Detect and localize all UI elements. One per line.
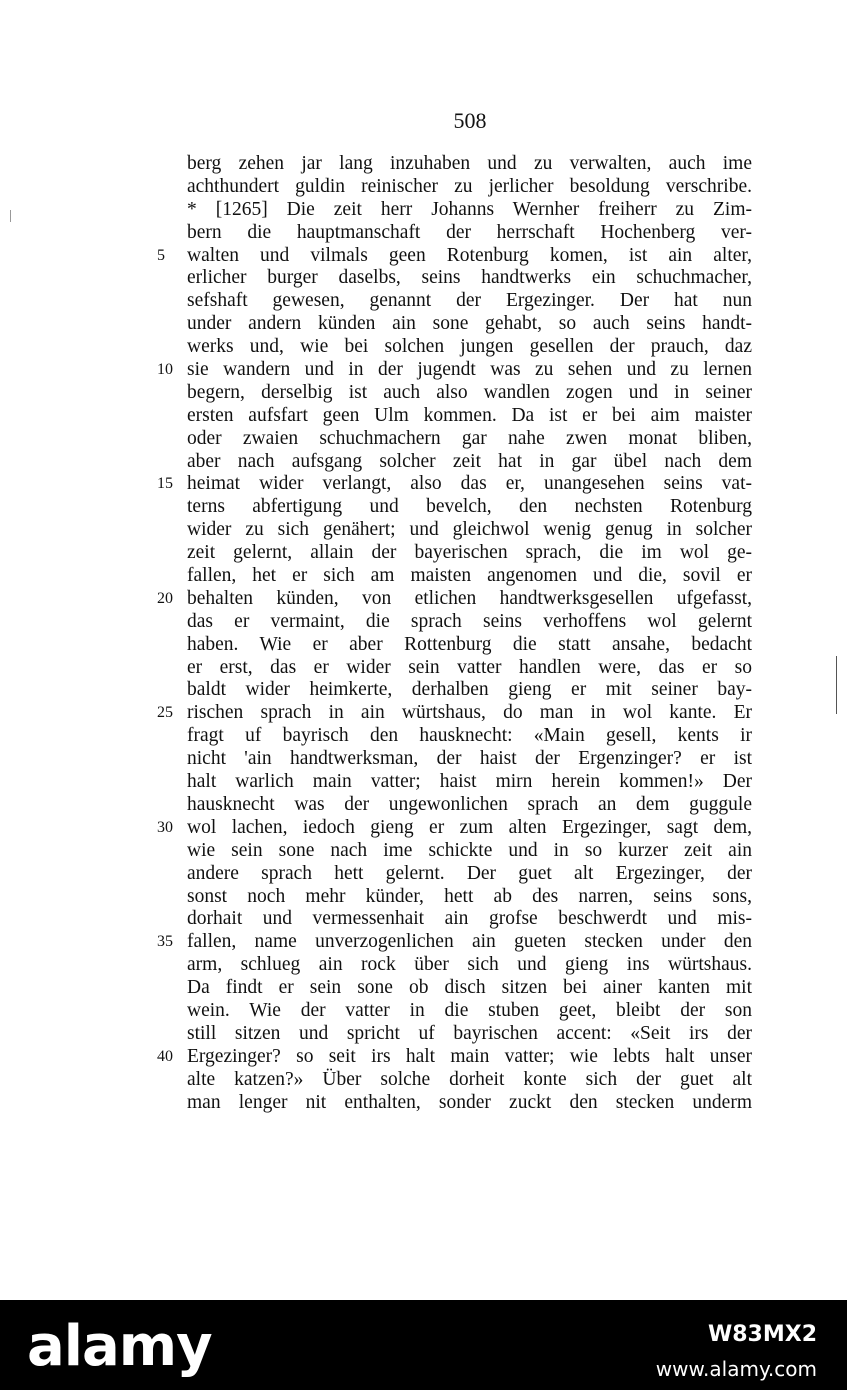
text-line	[187, 954, 752, 977]
line-text: werks und, wie bei solchen jungen gesellen der prauch, daz	[187, 336, 752, 358]
text-line	[187, 1069, 752, 1092]
alamy-logo: alamy	[27, 1314, 212, 1379]
watermark-info	[656, 1322, 817, 1381]
line-number: 35	[157, 933, 173, 951]
text-line	[187, 1092, 752, 1115]
text-line	[187, 267, 752, 290]
text-line	[187, 382, 752, 405]
line-text: man lenger nit enthalten, sonder zuckt den stecken underm	[187, 1091, 752, 1113]
text-line	[187, 634, 752, 657]
page-number: 508	[453, 108, 487, 133]
text-line	[157, 702, 752, 725]
line-text: still sitzen und spricht uf bayrischen accent: «Seit irs der	[187, 1022, 752, 1044]
line-text: arm, schlueg ain rock über sich und gieng ins würtshaus.	[187, 954, 752, 976]
line-text: nicht 'ain handtwerksman, der haist der Ergenzinger? er ist	[187, 748, 752, 770]
line-text: fragt uf bayrisch den hausknecht: «Main gesell, kents ir	[187, 725, 752, 747]
text-line	[187, 611, 752, 634]
line-text: berg zehen jar lang inzuhaben und zu verwalten, auch ime	[187, 153, 752, 174]
line-text: fallen, het er sich am maisten angenomen und die, sovil er	[187, 565, 752, 587]
line-text: alte katzen?» Über solche dorheit konte sich der guet alt	[187, 1068, 752, 1090]
text-line	[187, 565, 752, 588]
line-number: 15	[157, 475, 173, 493]
line-text: heimat wider verlangt, also das er, unangesehen seins vat-	[187, 473, 752, 495]
text-line	[187, 290, 752, 313]
line-text: dorhait und vermessenhait ain grofse beschwerdt und mis-	[187, 908, 752, 930]
line-text: under andern künden ain sone gehabt, so auch seins handt-	[187, 313, 752, 335]
text-line	[187, 840, 752, 863]
text-line	[157, 244, 752, 268]
line-number: 10	[157, 361, 173, 379]
line-text: haben. Wie er aber Rottenburg die statt ansahe, bedacht	[187, 633, 752, 655]
text-line	[187, 748, 752, 771]
text-body	[157, 153, 752, 1114]
line-text: oder zwaien schuchmachern gar nahe zwen monat bliben,	[187, 427, 752, 449]
text-line	[187, 496, 752, 519]
line-text: wol lachen, iedoch gieng er zum alten Ergezinger, sagt dem,	[187, 816, 752, 838]
text-line	[187, 657, 752, 680]
watermark-url: www.alamy.com	[655, 1357, 817, 1381]
line-text: wider zu sich genähert; und gleichwol wenig genug in solcher	[187, 519, 752, 541]
line-text: ersten aufsfart geen Ulm kommen. Da ist er bei aim maister	[187, 404, 752, 426]
line-text: wein. Wie der vatter in die stuben geet, bleibt der son	[187, 999, 752, 1021]
line-number: 30	[157, 818, 173, 836]
text-line	[187, 794, 752, 817]
line-text: achthundert guldin reinischer zu jerlicher besoldung verschribe.	[187, 175, 752, 197]
text-line	[187, 336, 752, 359]
text-line	[187, 405, 752, 428]
text-line	[157, 587, 752, 611]
text-line	[157, 1045, 752, 1069]
line-text: wie sein sone nach ime schickte und in so kurzer zeit ain	[187, 839, 752, 861]
text-line	[187, 222, 752, 245]
line-text: terns abfertigung und bevelch, den nechsten Rotenburg	[187, 496, 752, 518]
line-text: rischen sprach in ain würtshaus, do man in wol kante. Er	[187, 702, 752, 724]
watermark-banner	[0, 1300, 847, 1390]
text-line	[157, 931, 752, 954]
text-line	[187, 886, 752, 909]
line-text: sonst noch mehr künder, hett ab des narren, seins sons,	[187, 885, 752, 907]
scan-speck	[10, 210, 11, 222]
text-line	[187, 451, 752, 474]
line-number: 20	[157, 589, 173, 607]
line-text: sie wandern und in der jugendt was zu sehen und zu lernen	[187, 359, 752, 381]
margin-mark	[836, 656, 837, 714]
text-line	[187, 908, 752, 931]
line-text: walten und vilmals geen Rotenburg komen, ist ain alter,	[187, 244, 752, 266]
line-text: das er vermaint, die sprach seins verhoffens wol gelernt	[187, 610, 752, 632]
line-text: erlicher burger daselbs, seins handtwerks ein schuchmacher,	[187, 267, 752, 289]
text-line	[187, 542, 752, 565]
text-line	[187, 1023, 752, 1046]
line-text: zeit gelernt, allain der bayerischen sprach, die im wol ge-	[187, 542, 752, 564]
line-text: Ergezinger? so seit irs halt main vatter; wie lebts halt unser	[187, 1045, 752, 1067]
text-line	[187, 1000, 752, 1023]
text-line	[187, 153, 752, 176]
text-line	[187, 176, 752, 199]
text-line	[157, 816, 752, 840]
text-line	[187, 313, 752, 336]
text-line	[187, 863, 752, 886]
line-text: fallen, name unverzogenlichen ain gueten stecken under den	[187, 931, 752, 953]
line-text: behalten künden, von etlichen handtwerksgesellen ufgefasst,	[187, 587, 752, 609]
line-text: er erst, das er wider sein vatter handlen were, das er so	[187, 656, 752, 678]
line-text: hausknecht was der ungewonlichen sprach an dem guggule	[187, 793, 752, 815]
line-text: bern die hauptmanschaft der herrschaft Hochenberg ver-	[187, 221, 752, 243]
text-line	[157, 359, 752, 382]
line-text: begern, derselbig ist auch also wandlen zogen und in seiner	[187, 381, 752, 403]
line-text: halt warlich main vatter; haist mirn herein kommen!» Der	[187, 771, 752, 793]
text-line	[187, 199, 752, 222]
text-line	[187, 519, 752, 542]
text-line	[187, 725, 752, 748]
text-line	[187, 679, 752, 702]
line-number: 25	[157, 704, 173, 722]
text-line	[187, 428, 752, 451]
text-line	[187, 977, 752, 1000]
line-text: aber nach aufsgang solcher zeit hat in gar übel nach dem	[187, 450, 752, 472]
text-line	[187, 771, 752, 794]
line-text: baldt wider heimkerte, derhalben gieng er mit seiner bay-	[187, 679, 752, 701]
line-text: andere sprach hett gelernt. Der guet alt Ergezinger, der	[187, 862, 752, 884]
line-text: * [1265] Die zeit herr Johanns Wernher freiherr zu Zim-	[187, 198, 752, 220]
line-text: sefshaft gewesen, genannt der Ergezinger. Der hat nun	[187, 290, 752, 312]
line-text: Da findt er sein sone ob disch sitzen bei ainer kanten mit	[187, 977, 752, 999]
text-line	[157, 473, 752, 496]
image-id: W83MX2	[707, 1322, 817, 1347]
line-number: 40	[157, 1047, 173, 1065]
line-number: 5	[157, 246, 165, 264]
